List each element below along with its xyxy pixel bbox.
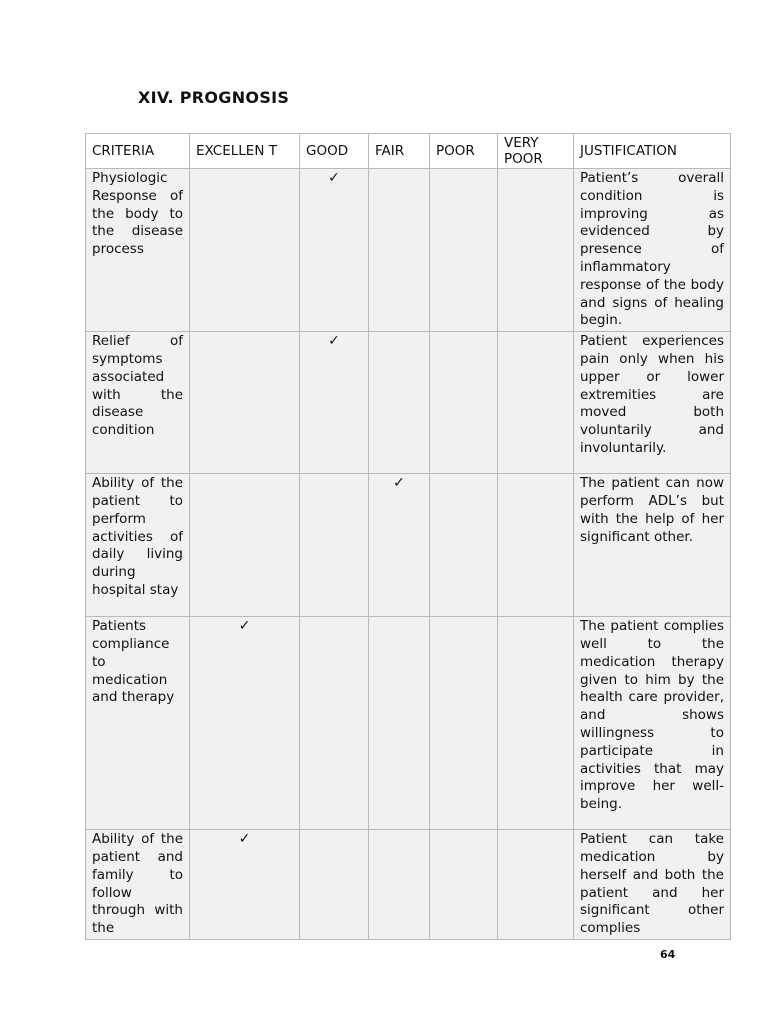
rating-cell-very-poor: [498, 474, 574, 617]
rating-cell-very-poor: [498, 332, 574, 474]
checkmark-icon: ✓: [328, 333, 340, 350]
rating-cell-poor: [430, 169, 498, 332]
rating-cell-good: [300, 169, 369, 332]
criteria-cell: Relief of symptoms associated with the disease condition: [86, 332, 190, 474]
header-excellent: EXCELLEN T: [190, 134, 300, 169]
criteria-cell: Ability of the patient to perform activities of daily living during hospital stay: [86, 474, 190, 617]
rating-cell-excellent: [190, 169, 300, 332]
justification-cell: Patient can take medication by herself and both the patient and her significant other complies: [574, 830, 731, 940]
checkmark-icon: ✓: [393, 475, 405, 492]
rating-cell-excellent: [190, 474, 300, 617]
rating-cell-very-poor: [498, 169, 574, 332]
rating-cell-fair: [369, 617, 430, 830]
header-poor: POOR: [430, 134, 498, 169]
rating-cell-poor: [430, 332, 498, 474]
page-number: 64: [660, 948, 676, 961]
rating-cell-very-poor: [498, 617, 574, 830]
rating-cell-fair: [369, 474, 430, 617]
rating-cell-poor: [430, 474, 498, 617]
table-row: [86, 332, 731, 474]
checkmark-icon: ✓: [238, 618, 251, 635]
rating-cell-poor: [430, 830, 498, 940]
checkmark-icon: ✓: [328, 170, 340, 186]
rating-cell-fair: [369, 169, 430, 332]
rating-cell-good: [300, 617, 369, 830]
table-row: [86, 169, 731, 332]
rating-cell-fair: [369, 332, 430, 474]
table-row: [86, 830, 731, 940]
header-good: GOOD: [300, 134, 369, 169]
rating-cell-excellent: [190, 830, 300, 940]
header-justification: JUSTIFICATION: [574, 134, 731, 169]
rating-cell-poor: [430, 617, 498, 830]
header-very-poor: VERY POOR: [498, 134, 574, 169]
header-row: [86, 134, 731, 169]
table-row: [86, 474, 731, 617]
rating-cell-excellent: [190, 617, 300, 830]
justification-cell: Patient experiences pain only when his upper or lower extremities are moved both voluntarily and involuntarily.: [574, 332, 731, 474]
rating-cell-excellent: [190, 332, 300, 474]
criteria-cell: Ability of the patient and family to follow through with the: [86, 830, 190, 940]
rating-cell-very-poor: [498, 830, 574, 940]
table-row: [86, 617, 731, 830]
criteria-cell: Physiologic Response of the body to the disease process: [86, 169, 190, 332]
rating-cell-fair: [369, 830, 430, 940]
header-fair: FAIR: [369, 134, 430, 169]
section-title: XIV. PROGNOSIS: [138, 88, 290, 107]
rating-cell-good: [300, 474, 369, 617]
justification-cell: Patient’s overall condition is improving as evidenced by presence of inflammatory response of the body and signs of healing begin.: [574, 169, 731, 332]
justification-cell: The patient can now perform ADL’s but with the help of her significant other.: [574, 474, 731, 617]
justification-cell: The patient complies well to the medication therapy given to him by the health care provider, and shows willingness to participate in activities that may improve her well-being.: [574, 617, 731, 830]
criteria-cell: Patients compliance to medication and therapy: [86, 617, 190, 830]
header-criteria: CRITERIA: [86, 134, 190, 169]
rating-cell-good: [300, 332, 369, 474]
checkmark-icon: ✓: [238, 831, 251, 848]
rating-cell-good: [300, 830, 369, 940]
prognosis-table: [85, 133, 731, 940]
